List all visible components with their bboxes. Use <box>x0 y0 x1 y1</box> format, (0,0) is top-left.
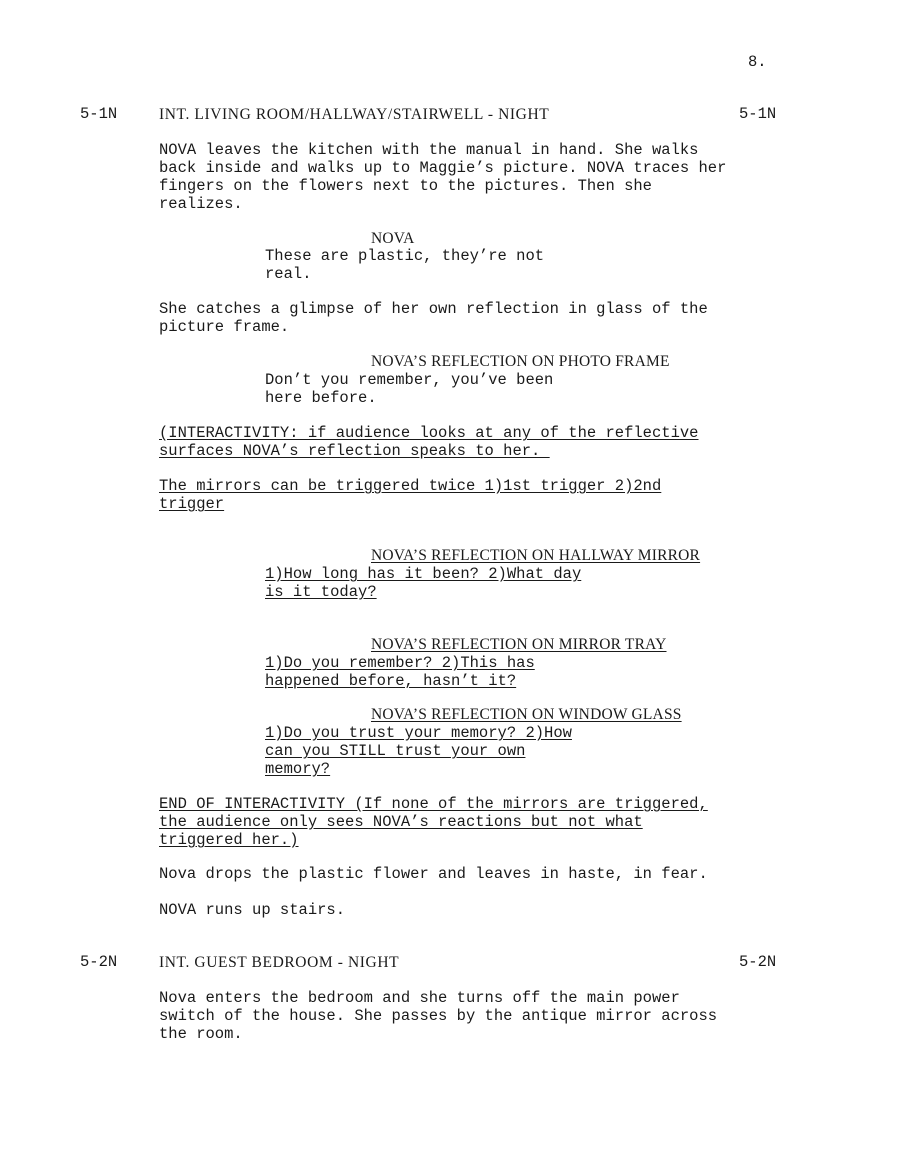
action-line: the audience only sees NOVA’s reactions but not what <box>159 813 643 831</box>
dialogue-line: 1)How long has it been? 2)What day <box>265 565 582 583</box>
dialogue-line: happened before, hasn’t it? <box>265 672 517 690</box>
action-line: NOVA leaves the kitchen with the manual in hand. She walks <box>159 141 699 159</box>
action-line: END OF INTERACTIVITY (If none of the mirrors are triggered, <box>159 795 708 813</box>
action-line: Nova enters the bedroom and she turns off the main power <box>159 989 680 1007</box>
dialogue-block <box>265 565 605 601</box>
action-line: surfaces NOVA’s reflection speaks to her. <box>159 442 550 460</box>
dialogue-line: real. <box>265 265 312 283</box>
action-paragraph <box>159 989 799 1043</box>
dialogue-line: 1)Do you trust your memory? 2)How <box>265 724 572 742</box>
character-name: NOVA’S REFLECTION ON WINDOW GLASS <box>371 706 682 723</box>
scene-number-left: 5-1N <box>80 105 118 123</box>
action-line: trigger <box>159 495 225 513</box>
action-line: NOVA runs up stairs. <box>159 901 346 919</box>
interactivity-note <box>159 795 799 849</box>
action-paragraph <box>159 141 799 213</box>
dialogue-line: These are plastic, they’re not <box>265 247 545 265</box>
action-line: She catches a glimpse of her own reflection in glass of the <box>159 300 708 318</box>
scene-number-left: 5-2N <box>80 953 118 971</box>
dialogue-line: can you STILL trust your own <box>265 742 526 760</box>
action-line: Nova drops the plastic flower and leaves in haste, in fear. <box>159 865 708 883</box>
dialogue-line: here before. <box>265 389 377 407</box>
action-line: the room. <box>159 1025 243 1043</box>
dialogue-line: memory? <box>265 760 331 778</box>
interactivity-note <box>159 477 799 513</box>
action-line: (INTERACTIVITY: if audience looks at any of the reflective <box>159 424 699 442</box>
character-name: NOVA <box>371 230 415 247</box>
action-line: triggered her.) <box>159 831 299 849</box>
action-line: switch of the house. She passes by the antique mirror across <box>159 1007 718 1025</box>
action-line: fingers on the flowers next to the pictures. Then she <box>159 177 652 195</box>
dialogue-line: 1)Do you remember? 2)This has <box>265 654 535 672</box>
action-line: picture frame. <box>159 318 290 336</box>
character-name: NOVA’S REFLECTION ON MIRROR TRAY <box>371 636 667 653</box>
scene-heading: INT. LIVING ROOM/HALLWAY/STAIRWELL - NIGHT <box>159 106 550 123</box>
page-number: 8. <box>748 53 767 71</box>
dialogue-block <box>265 724 605 778</box>
interactivity-note <box>159 424 799 460</box>
action-line: The mirrors can be triggered twice 1)1st trigger 2)2nd <box>159 477 662 495</box>
character-name: NOVA’S REFLECTION ON HALLWAY MIRROR <box>371 547 701 564</box>
dialogue-block <box>265 654 605 690</box>
scene-number-right: 5-2N <box>739 953 777 971</box>
dialogue-block <box>265 247 605 283</box>
action-line: back inside and walks up to Maggie’s picture. NOVA traces her <box>159 159 727 177</box>
scene-heading: INT. GUEST BEDROOM - NIGHT <box>159 954 400 971</box>
dialogue-block <box>265 371 605 407</box>
dialogue-line: is it today? <box>265 583 377 601</box>
action-paragraph <box>159 901 799 919</box>
action-paragraph <box>159 300 799 336</box>
action-line: realizes. <box>159 195 243 213</box>
action-paragraph <box>159 865 799 883</box>
scene-number-right: 5-1N <box>739 105 777 123</box>
character-name: NOVA’S REFLECTION ON PHOTO FRAME <box>371 353 670 370</box>
dialogue-line: Don’t you remember, you’ve been <box>265 371 554 389</box>
